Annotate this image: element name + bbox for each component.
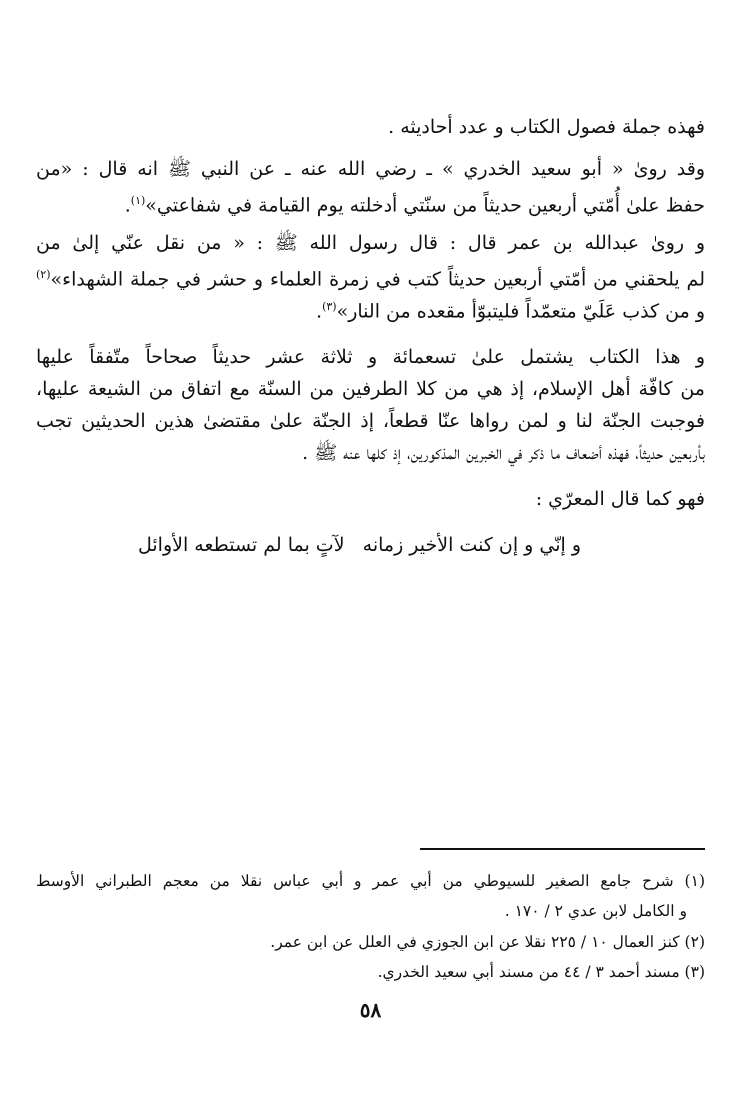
book-description-line-1: و هذا الكتاب يشتمل علىٰ تسعمائة و ثلاثة عشر حديثاً صحاحاً متّفقاً عليها	[36, 346, 705, 368]
book-description-line-2: من كافّة أهل الإسلام، إذ هي من كلا الطرفين من السنّة مع اتفاق من الشيعة عليها،	[36, 378, 705, 400]
footnote-ref-1: (١)	[130, 194, 146, 207]
verse-first-hemistich: و إنّي و إن كنت الأخير زمانه	[362, 534, 581, 556]
hadith-abu-saeed-line-1: وقد رویٰ « أبو سعيد الخدري » ـ رضي الله عنه ـ عن النبي ﷺ انه قال : «من	[36, 158, 705, 180]
hadith-abu-saeed-line-2: حفظ علىٰ أُمّتي أربعين حديثاً من سنّتي أدخلته يوم القيامة في شفاعتي»$^{(١)}$.	[124, 194, 705, 217]
poet-intro: فهو كما قال المعرّي :	[535, 488, 705, 510]
footnote-1-line-2: و الكامل لابن عدي ٢ / ١٧٠ .	[504, 902, 687, 920]
footnote-ref-2: (٢)	[36, 268, 51, 281]
hadith-ibn-umar-line-2: لم يلحقني من أمّتي أربعين حديثاً كتب في زمرة العلماء و حشر في جملة الشهداء»$^{(٢)}$	[36, 268, 705, 291]
footnote-1-line-1: (١) شرح جامع الصغير للسيوطي من أبي عمر و أبي عباس نقلا من معجم الطبراني الأوسط	[36, 872, 705, 890]
book-description-line-3: فوجبت الجنّة لنا و لمن رواها عنّا قطعاً، إذ الجنّة علىٰ مقتضىٰ هذين الحديثين تجب	[36, 410, 705, 432]
footnote-separator	[420, 848, 705, 850]
book-description-line-4: بأربعين حديثاً، فهذه أضعاف ما ذكر في الخبرين المذكورين، إذ كلها عنه ﷺ .	[302, 442, 705, 464]
page-number: ٥٨	[359, 998, 382, 1022]
hadith-ibn-umar-line-3: و من كذب عَلَيّ متعمّداً فليتبوّأ مقعده من النار»$^{(٣)}$.	[316, 300, 705, 323]
paragraph-intro-summary: فهذه جملة فصول الكتاب و عدد أحاديثه .	[388, 116, 705, 138]
footnote-3: (٣) مسند أحمد ٣ / ٤٤ من مسند أبي سعيد الخدري.	[377, 963, 705, 981]
hadith-ibn-umar-line-1: و رویٰ عبدالله بن عمر قال : قال رسول الله ﷺ : « من نقل عنّي إلىٰ من	[36, 232, 705, 254]
footnote-ref-3: (٣)	[322, 300, 337, 313]
footnote-2: (٢) كنز العمال ١٠ / ٢٢٥ نقلا عن ابن الجوزي في العلل عن ابن عمر.	[270, 933, 705, 951]
verse-second-hemistich: لآتٍ بما لم تستطعه الأوائل	[138, 534, 345, 556]
